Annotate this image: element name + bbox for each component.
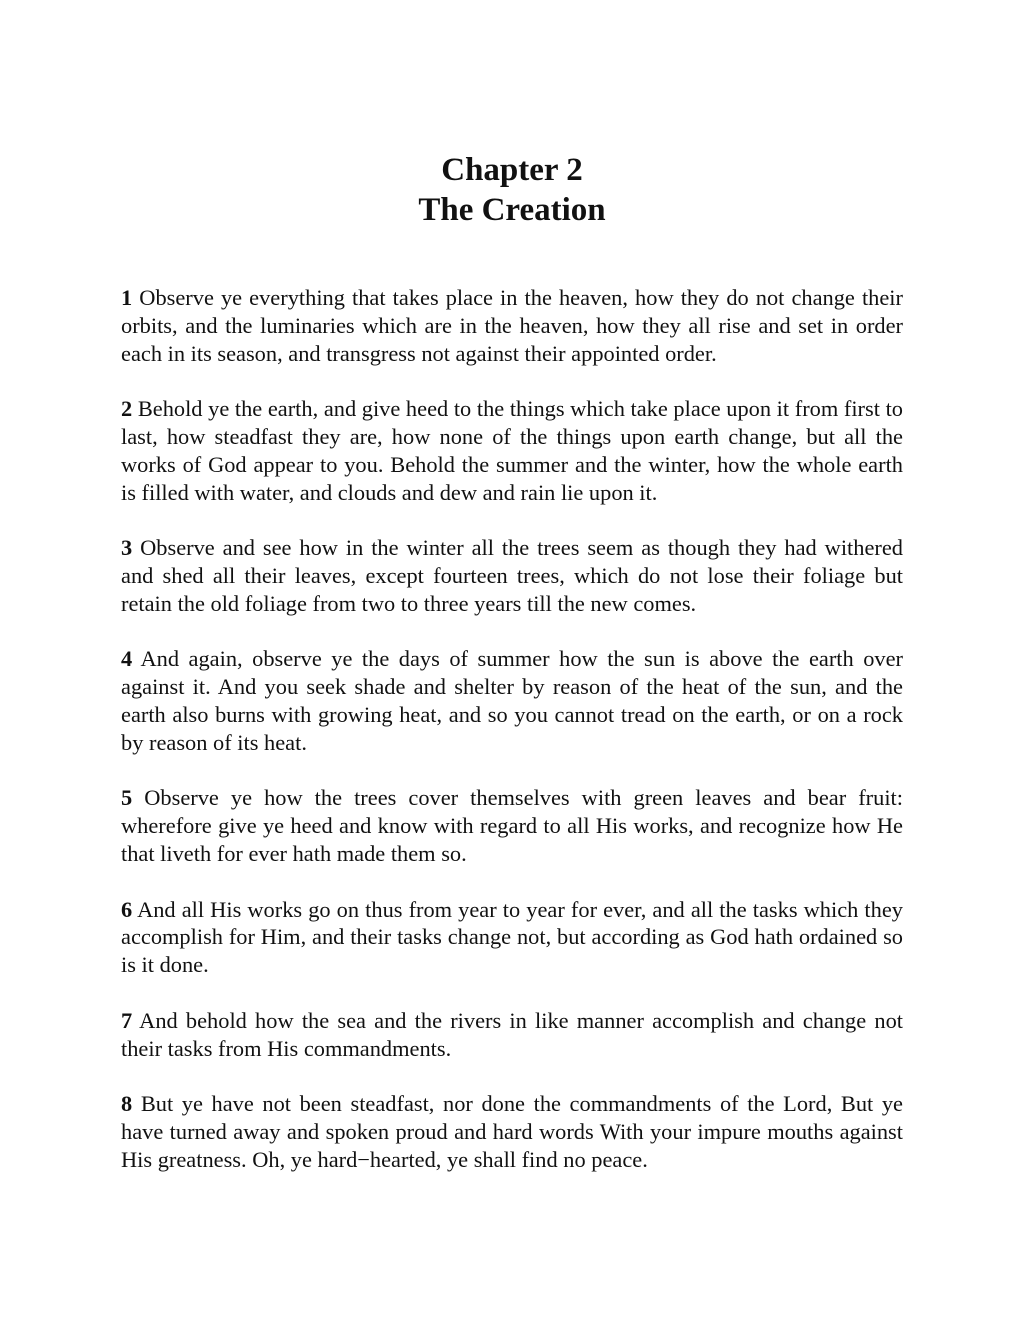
verse-number: 8 [121,1091,133,1117]
verse-number: 2 [121,396,133,422]
verse-8 [121,1090,903,1173]
verse-6 [121,896,903,979]
verse-number: 4 [121,646,133,672]
verse-text: Observe ye everything that takes place in the heaven, how they do not change their orbits, and the luminaries which are in the heaven, how they all rise and set in order each in its season, and transgress not against their appointed order. [121,285,903,366]
verse-list [121,284,903,1201]
verse-number: 5 [121,785,133,811]
verse-text: And again, observe ye the days of summer how the sun is above the earth over against it. And you seek shade and shelter by reason of the heat of the sun, and the earth also burns with growing heat, and so you cannot tread on the earth, or on a rock by reason of its heat. [121,646,903,755]
verse-number: 1 [121,285,133,310]
verse-text: Behold ye the earth, and give heed to the things which take place upon it from first to last, how steadfast they are, how none of the things upon earth change, but all the works of God appear to you. Behold the summer and the winter, how the whole earth is filled with water, and clouds and dew and rain lie upon it. [121,396,903,505]
verse-number: 7 [121,1007,133,1033]
verse-4 [121,645,903,756]
verse-number: 3 [121,535,133,561]
verse-text: Observe and see how in the winter all the trees seem as though they had withered and shed all their leaves, except fourteen trees, which do not lose their foliage but retain the old foliage from two to three years till the new comes. [121,535,903,616]
verse-text: And all His works go on thus from year to year for ever, and all the tasks which they accomplish for Him, and their tasks change not, but according as God hath ordained so is it done. [121,896,903,978]
verse-7 [121,1007,903,1063]
verse-number: 6 [121,896,133,922]
verse-3 [121,534,903,617]
verse-2 [121,395,903,506]
chapter-number: Chapter 2 [441,152,583,188]
chapter-title: The Creation [418,192,606,228]
verse-1 [121,284,903,367]
verse-text: And behold how the sea and the rivers in like manner accomplish and change not their tasks from His commandments. [121,1007,903,1061]
verse-text: Observe ye how the trees cover themselves with green leaves and bear fruit: wherefore give ye heed and know with regard to all His works, and recognize how He that liveth for ever hath made them so. [121,785,903,866]
chapter-heading [0,150,1024,230]
verse-5 [121,784,903,867]
verse-text: But ye have not been steadfast, nor done the commandments of the Lord, But ye have turned away and spoken proud and hard words With your impure mouths against His greatness. Oh, ye hard−hearted, ye shall find no peace. [121,1091,903,1172]
